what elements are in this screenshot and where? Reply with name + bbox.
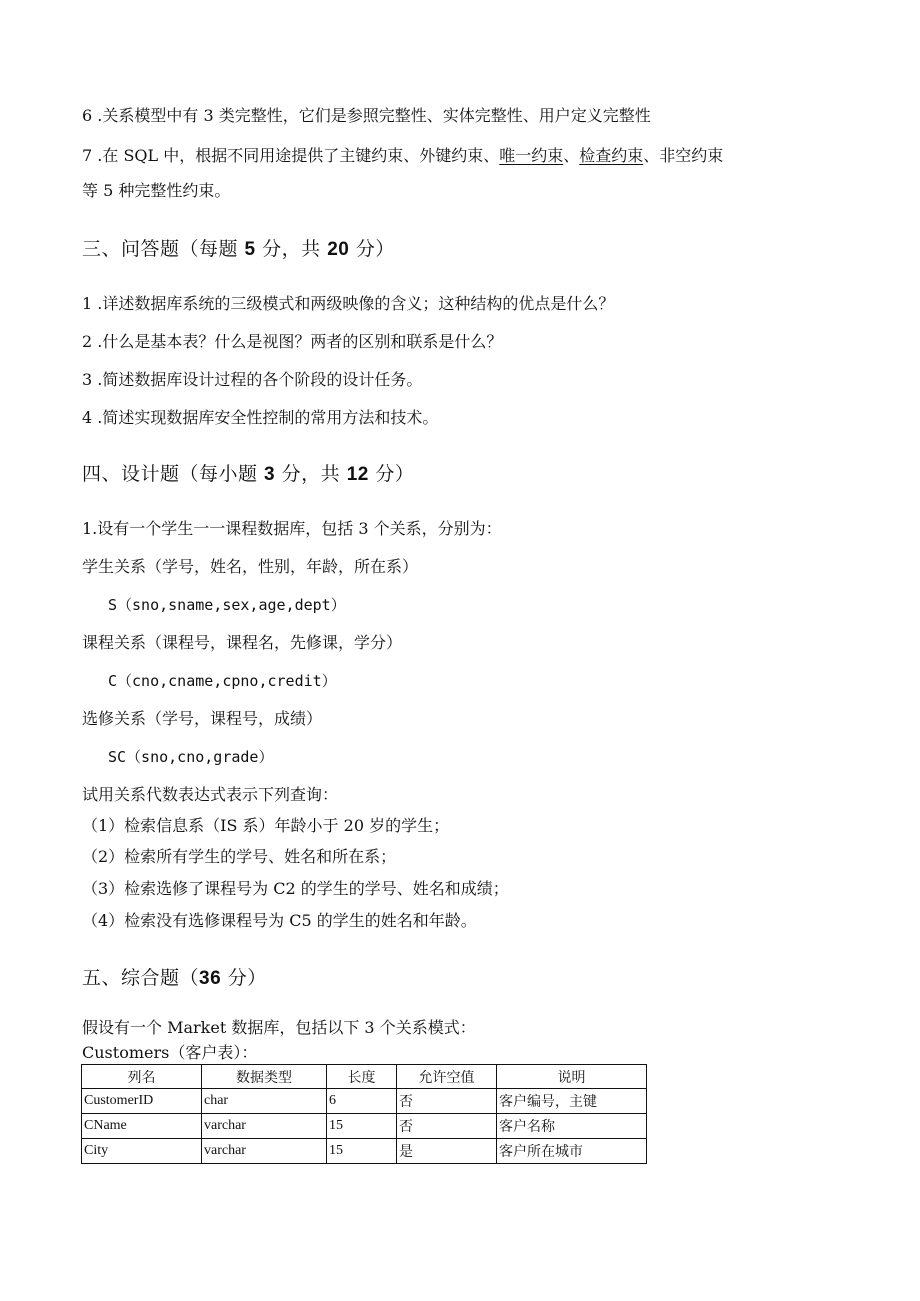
design-prompt: 试用关系代数表达式表示下列查询： bbox=[82, 785, 339, 804]
section-5-points: 36 bbox=[199, 968, 222, 989]
q7-text bbox=[82, 145, 723, 167]
question-item: 1 .详述数据库系统的三级模式和两级映像的含义；这种结构的优点是什么？ bbox=[82, 294, 615, 313]
section-3-heading bbox=[82, 236, 395, 263]
section-5-heading bbox=[82, 965, 267, 992]
table-row bbox=[82, 1139, 647, 1164]
query-item: （1）检索信息系（IS 系）年龄小于 20 岁的学生； bbox=[82, 816, 450, 835]
section-3-pre: 三、问答题（每题 bbox=[82, 238, 245, 260]
query-item: （3）检索选修了课程号为 C2 的学生的学号、姓名和成绩； bbox=[82, 879, 509, 898]
table-cell: 否 bbox=[397, 1089, 497, 1114]
column-header: 长度 bbox=[327, 1065, 397, 1089]
table-header-row bbox=[82, 1065, 647, 1089]
table-row bbox=[82, 1089, 647, 1114]
query-item: （4）检索没有选修课程号为 C5 的学生的姓名和年龄。 bbox=[82, 911, 477, 930]
column-header: 允许空值 bbox=[397, 1065, 497, 1089]
table-cell: 客户所在城市 bbox=[497, 1139, 647, 1164]
table-cell: varchar bbox=[202, 1114, 327, 1139]
section-5-post: 分） bbox=[221, 967, 267, 989]
section-4-points: 3 bbox=[264, 464, 276, 485]
table-cell: 客户名称 bbox=[497, 1114, 647, 1139]
table-cell: 6 bbox=[327, 1089, 397, 1114]
section-4-pre: 四、设计题（每小题 bbox=[82, 463, 265, 485]
comprehensive-intro: 假设有一个 Market 数据库，包括以下 3 个关系模式： bbox=[82, 1018, 476, 1037]
table-cell: CName bbox=[82, 1114, 202, 1139]
table-cell: varchar bbox=[202, 1139, 327, 1164]
section-3-post: 分） bbox=[349, 238, 395, 260]
section-3-mid: 分，共 bbox=[255, 238, 328, 260]
table-cell: CustomerID bbox=[82, 1089, 202, 1114]
query-item: （2）检索所有学生的学号、姓名和所在系； bbox=[82, 847, 397, 866]
q7-text-line2: 等 5 种完整性约束。 bbox=[82, 181, 231, 200]
q7-separator: 、 bbox=[563, 146, 580, 165]
table-cell: City bbox=[82, 1139, 202, 1164]
question-item: 2 .什么是基本表？什么是视图？两者的区别和联系是什么？ bbox=[82, 332, 503, 351]
q7-suffix: 、非空约束 bbox=[643, 146, 724, 165]
customers-table bbox=[81, 1064, 647, 1164]
course-schema: C（cno,cname,cpno,credit） bbox=[108, 672, 337, 690]
question-item: 3 .简述数据库设计过程的各个阶段的设计任务。 bbox=[82, 370, 423, 389]
student-relation: 学生关系（学号，姓名，性别，年龄，所在系） bbox=[82, 557, 419, 576]
table-row bbox=[82, 1114, 647, 1139]
table-caption: Customers（客户表）： bbox=[82, 1043, 258, 1062]
section-4-heading bbox=[82, 461, 414, 488]
table-cell: 15 bbox=[327, 1114, 397, 1139]
q7-unique-constraint: 唯一约束 bbox=[499, 146, 564, 165]
table-cell: 客户编号，主键 bbox=[497, 1089, 647, 1114]
table-cell: 15 bbox=[327, 1139, 397, 1164]
sc-schema: SC（sno,cno,grade） bbox=[108, 748, 274, 766]
q6-text: 6 .关系模型中有 3 类完整性，它们是参照完整性、实体完整性、用户定义完整性 bbox=[82, 106, 651, 125]
design-intro: 1.设有一个学生一一课程数据库，包括 3 个关系，分别为： bbox=[82, 519, 502, 538]
question-item: 4 .简述实现数据库安全性控制的常用方法和技术。 bbox=[82, 408, 439, 427]
section-4-total: 12 bbox=[346, 464, 369, 485]
student-schema: S（sno,sname,sex,age,dept） bbox=[108, 596, 346, 614]
course-relation: 课程关系（课程号，课程名，先修课，学分） bbox=[82, 633, 403, 652]
section-3-points: 5 bbox=[244, 239, 256, 260]
column-header: 数据类型 bbox=[202, 1065, 327, 1089]
table-cell: char bbox=[202, 1089, 327, 1114]
table-cell: 是 bbox=[397, 1139, 497, 1164]
section-4-mid: 分，共 bbox=[275, 463, 347, 485]
column-header: 列名 bbox=[82, 1065, 202, 1089]
q7-prefix: 7 .在 SQL 中，根据不同用途提供了主键约束、外键约束、 bbox=[82, 146, 500, 165]
table-cell: 否 bbox=[397, 1114, 497, 1139]
section-3-total: 20 bbox=[327, 239, 350, 260]
column-header: 说明 bbox=[497, 1065, 647, 1089]
section-5-pre: 五、综合题（ bbox=[82, 967, 200, 989]
section-4-post: 分） bbox=[368, 463, 415, 485]
sc-relation: 选修关系（学号，课程号，成绩） bbox=[82, 709, 323, 728]
q7-check-constraint: 检查约束 bbox=[579, 146, 644, 165]
